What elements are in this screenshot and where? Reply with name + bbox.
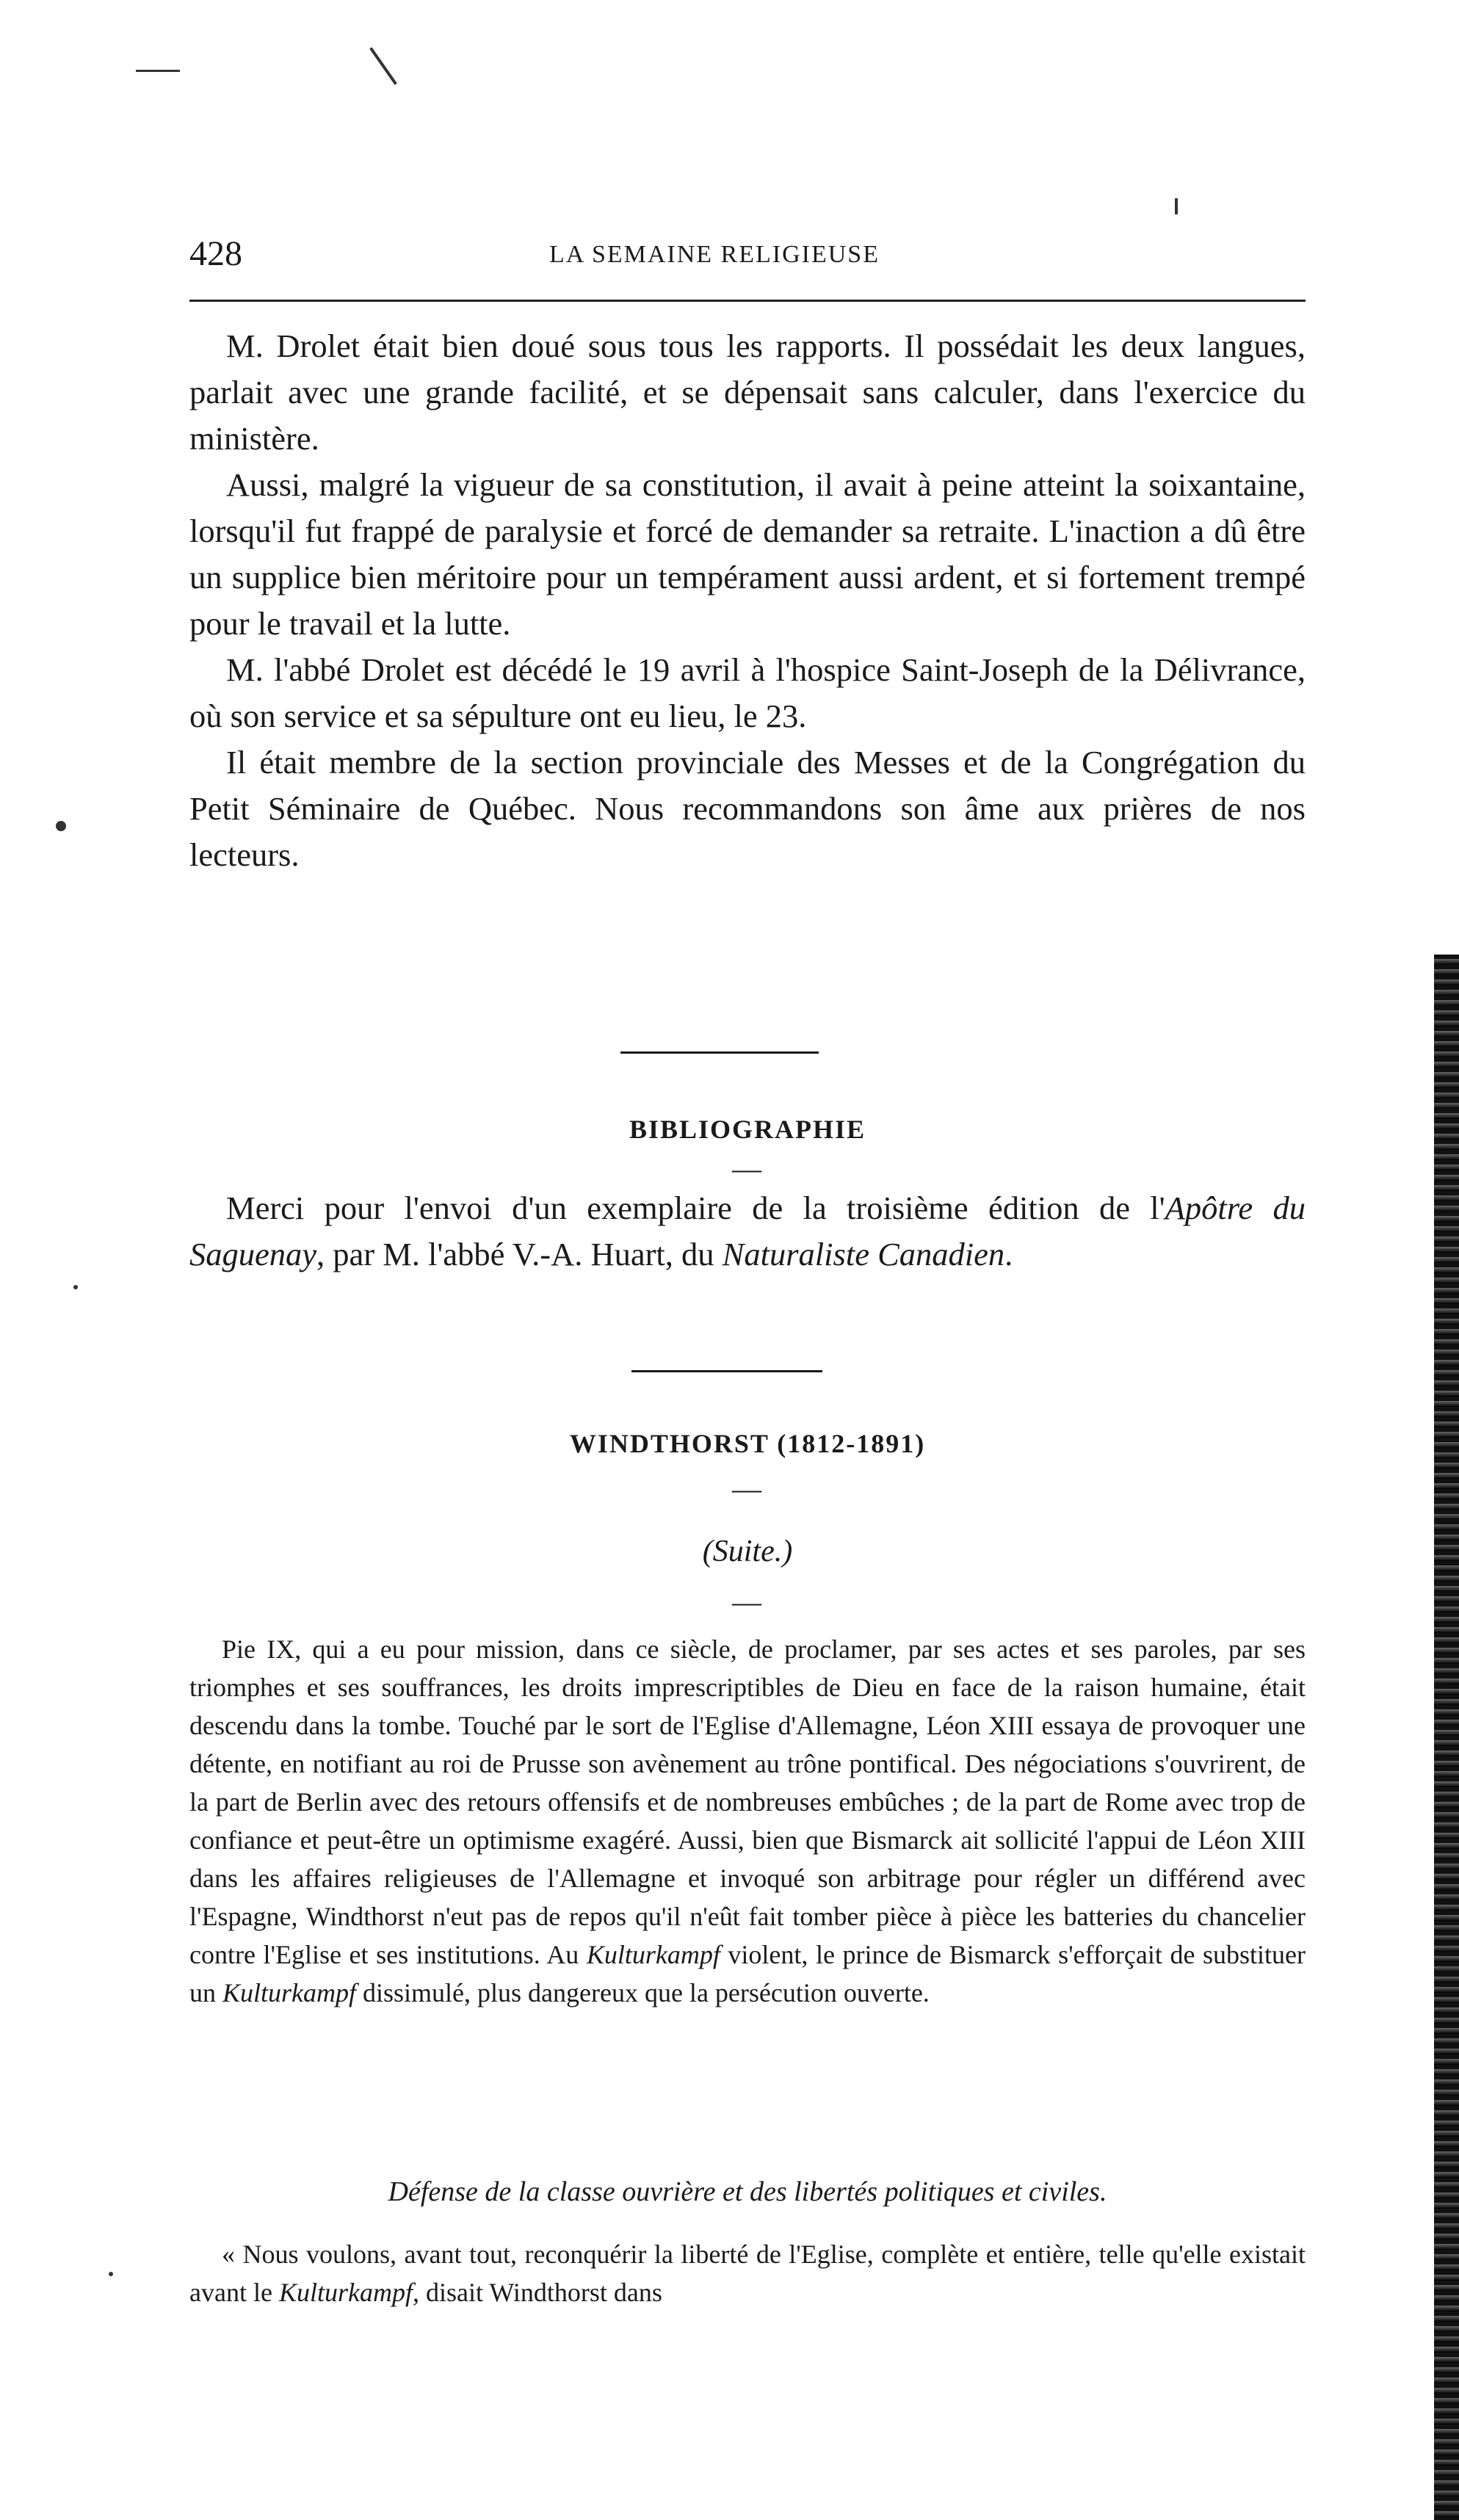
obituary-paragraph-2: Aussi, malgré la vigueur de sa constitution, il avait à peine atteint la soixantaine, lorsqu'il fut frappé de paralysie et forcé de demander sa retraite. L'inaction a dû être un supplice bien méritoire pour un tempérament aussi ardent, et si fortement trempé pour le travail et la lutte. (189, 466, 1306, 642)
running-title: LA SEMAINE RELIGIEUSE (549, 241, 880, 268)
binding-edge (1434, 955, 1459, 2520)
windthorst-dash-2: — (732, 1585, 763, 1618)
windthorst-p2-after: , disait Windthorst dans (412, 2278, 662, 2307)
kulturkampf-term-1: Kulturkampf (586, 1940, 720, 1969)
bibliographie-text-after: . (1004, 1236, 1013, 1272)
header-rule (189, 300, 1306, 302)
bibliographie-text-middle: , par M. l'abbé V.-A. Huart, du (316, 1236, 723, 1272)
obituary-paragraph-3: M. l'abbé Drolet est décédé le 19 avril à l'hospice Saint-Joseph de la Délivrance, où son service et sa sépulture ont eu lieu, le 23. (189, 651, 1306, 734)
windthorst-p1-after: dissimulé, plus dangereux que la persécution ouverte. (356, 1978, 930, 2007)
kulturkampf-term-2: Kulturkampf (222, 1978, 357, 2007)
windthorst-paragraph-1 (189, 1630, 1306, 2012)
windthorst-body (189, 1630, 1306, 2012)
bibliographie-section (189, 1185, 1306, 1278)
windthorst-heading: WINDTHORST (1812-1891) (569, 1429, 926, 1458)
section-rule (620, 1051, 819, 1054)
page-number: 428 (189, 234, 242, 273)
obituary-paragraph-4: Il était membre de la section provinciale des Messes et de la Congrégation du Petit Séminaire de Québec. Nous recommandons son âme aux prières de nos lecteurs. (189, 744, 1306, 873)
windthorst-body-2 (189, 2235, 1306, 2311)
obituary-section (189, 323, 1306, 878)
journal-title: Naturaliste Canadien (722, 1236, 1005, 1272)
windthorst-section-title: Défense de la classe ouvrière et des libertés politiques et civiles. (388, 2176, 1107, 2207)
windthorst-p1-before: Pie IX, qui a eu pour mission, dans ce siècle, de proclamer, par ses actes et ses paroles, par ses triomphes et ses souffrances, les droits imprescriptibles de Dieu en face de la raison humaine, était descendu dans la tombe. Touché par le sort de l'Eglise d'Allemagne, Léon XIII essaya de provoquer une détente, en notifiant au roi de Prusse son avènement au trône pontifical. Des négociations s'ouvrirent, de la part de Berlin avec des retours offensifs et de nombreuses embûches ; de la part de Rome avec trop de confiance et peut-être un optimisme exagéré. Aussi, bien que Bismarck ait sollicité l'appui de Léon XIII dans les affaires religieuses de l'Allemagne et invoqué son arbitrage pour régler un différend avec l'Espagne, Windthorst n'eut pas de repos qu'il n'eût fait tomber pièce à pièce les batteries du chancelier contre l'Eglise et ses institutions. Au (189, 1634, 1306, 1969)
bibliographie-paragraph (189, 1185, 1306, 1278)
bibliographie-dash: — (732, 1152, 763, 1185)
windthorst-p2-before: « Nous voulons, avant tout, reconquérir la liberté de l'Eglise, complète et entière, telle qu'elle existait avant le (189, 2240, 1306, 2307)
windthorst-paragraph-2 (189, 2235, 1306, 2311)
windthorst-p1-middle: violent, le prince de Bismarck s'efforçait de substituer un (189, 1940, 1306, 2007)
bibliographie-heading: BIBLIOGRAPHIE (629, 1115, 866, 1144)
windthorst-dash: — (732, 1472, 763, 1505)
book-title: Apôtre du Saguenay (189, 1190, 1306, 1272)
kulturkampf-term-3: Kulturkampf (278, 2278, 413, 2307)
obituary-paragraph-1: M. Drolet était bien doué sous tous les rapports. Il possédait les deux langues, parlait avec une grande facilité, et se dépensait sans calculer, dans l'exercice du ministère. (189, 327, 1306, 457)
bibliographie-text-before: Merci pour l'envoi d'un exemplaire de la troisième édition de l' (226, 1190, 1165, 1226)
section-rule-2 (631, 1370, 822, 1372)
windthorst-subheading: (Suite.) (702, 1535, 793, 1568)
page-header (189, 236, 1306, 280)
